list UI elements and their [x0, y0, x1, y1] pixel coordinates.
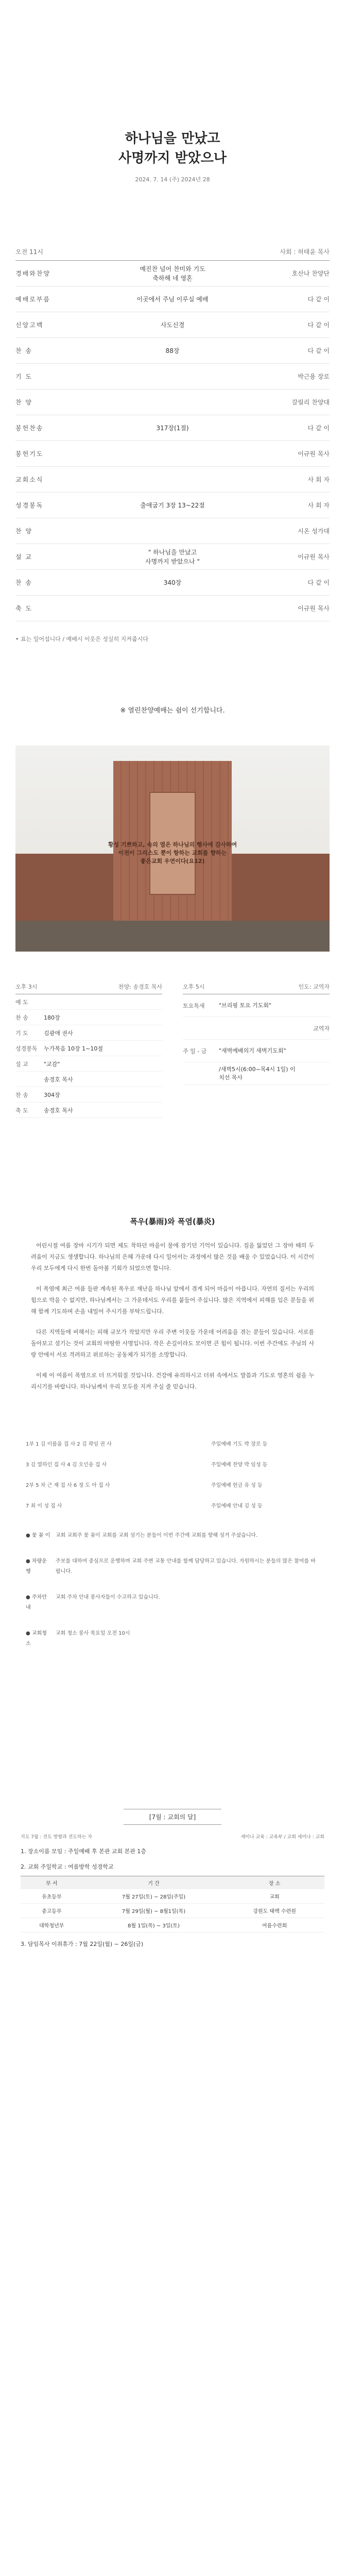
- order-label: 축 도: [15, 605, 32, 612]
- bulletin-date: 2024. 7. 14 (주) 2024년 28: [135, 176, 210, 183]
- duty-row-names: 1부 1 김 이름을 집 사 2 김 곽임 권 사: [26, 1441, 112, 1447]
- order-content-line1: 사도신경: [160, 321, 185, 329]
- order-row: [15, 364, 330, 389]
- order-label: 찬 송: [15, 347, 32, 354]
- prayer-row-leader: 교역자: [313, 1025, 330, 1032]
- prayer-header: [183, 982, 330, 994]
- photo-caption-line2: 이전이 그리스도 뿐이 항하는 교회를 향하는: [118, 850, 227, 856]
- order-content-line2: 축하해 네 영혼: [152, 274, 193, 282]
- education-meta: [21, 1833, 324, 1840]
- education-item-1: 1. 장소이름 모임 : 주일예배 후 본관 교회 본관 1층: [21, 1848, 146, 1855]
- retreat-column-header: 기 간: [83, 1876, 225, 1890]
- order-content-line1: 출애굽기 3장 13~22절: [140, 502, 205, 509]
- prayer-row: [183, 1062, 330, 1085]
- order-leader: 다 같 이: [307, 425, 330, 432]
- duty-row-names: 2부 5 차 근 재 집 사 6 정 도 아 집 사: [26, 1482, 110, 1488]
- table-cell: 대학청년부: [21, 1918, 83, 1933]
- order-leader: 이규원 목사: [298, 553, 330, 561]
- retreat-table-body: [21, 1889, 324, 1933]
- order-leader: 이규원 목사: [298, 450, 330, 457]
- table-cell: 교회: [225, 1889, 324, 1904]
- order-row: [15, 570, 330, 596]
- column-body: [31, 1240, 314, 1393]
- hero-section: [0, 0, 345, 247]
- afternoon-row-label: 성경봉독: [15, 1045, 38, 1052]
- order-leader: 다 같 이: [307, 347, 330, 354]
- order-row: [15, 261, 330, 286]
- photo-caption-line3: 좋은교회 우연이다(요12): [140, 858, 205, 865]
- sermon-title-line2: 사명까지 받았으나: [118, 150, 227, 166]
- order-content-line1: 317장(1절): [156, 425, 189, 432]
- education-item-3: 3. 담임목사 이취휴가 : 7월 22일(월) ~ 26일(금): [21, 1941, 144, 1947]
- order-row: [15, 312, 330, 338]
- order-content: [82, 578, 263, 587]
- afternoon-row-value: "교감": [44, 1060, 60, 1067]
- order-row: [15, 415, 330, 441]
- table-row: [21, 1904, 324, 1918]
- notice-text: ※ 열린찬양예배는 쉼이 선기합니다.: [120, 707, 225, 715]
- afternoon-row: [15, 1087, 162, 1103]
- duty-note-text: 교회 교회주 꽃 꽂이 교회를 교회 섬기는 분들이 이번 주간에 교회를 향해 섬겨 주셨습니다.: [56, 1533, 258, 1538]
- order-leader: 시온 성가대: [298, 528, 330, 535]
- order-content: [82, 295, 263, 303]
- duty-note-label: ● 꽃 꽂 이: [26, 1533, 50, 1538]
- afternoon-row: [15, 994, 162, 1010]
- order-leader: 이규원 목사: [298, 605, 330, 612]
- afternoon-row: [15, 1010, 162, 1025]
- prayer-row-value: "브리핑 토요 기도회": [219, 1002, 272, 1009]
- order-leader: 다 같 이: [307, 296, 330, 303]
- order-row: [15, 544, 330, 570]
- table-row: [21, 1918, 324, 1933]
- order-row: [15, 518, 330, 544]
- order-label: 예배로부름: [15, 296, 50, 303]
- duty-row-role: 주일예배 기도 박 장로 등: [211, 1441, 268, 1447]
- column-title: 폭우(暴雨)와 폭염(暴炎): [130, 1217, 215, 1226]
- afternoon-service: [15, 982, 162, 1118]
- afternoon-row: [15, 1056, 162, 1072]
- photo-caption: [103, 841, 242, 866]
- duty-note-text: 교회 청소 봉사 목요일 오전 10시: [56, 1631, 130, 1636]
- duty-note: [26, 1531, 319, 1541]
- order-row: [15, 493, 330, 518]
- table-cell: 8월 1일(목) ~ 3일(토): [83, 1918, 225, 1933]
- table-cell: 유초등부: [21, 1889, 83, 1904]
- table-cell: 7월 29일(월) ~ 8월1일(목): [83, 1904, 225, 1918]
- order-label: 기 도: [15, 373, 32, 380]
- order-leader: 사 회 자: [307, 476, 330, 483]
- afternoon-row-value: 송경호 목사: [44, 1107, 73, 1114]
- education-section: [0, 1665, 345, 1948]
- order-label: 신앙고백: [15, 321, 44, 329]
- prayer-row-value: "새벽예배의기 새벽기도회": [219, 1047, 286, 1054]
- afternoon-row-value: 누가복음 10장 1~10절: [44, 1045, 103, 1052]
- prayer-row-label: 토요특새: [183, 1002, 205, 1009]
- order-rows: [15, 261, 330, 621]
- pastor-column: [0, 1118, 345, 1393]
- retreat-column-header: 장 소: [225, 1876, 324, 1890]
- order-row: [15, 596, 330, 621]
- sermon-title-line1: 하나님을 만났고: [125, 131, 220, 146]
- duty-row-role: 주일예배 안내 김 성 등: [211, 1503, 263, 1509]
- order-label: 찬 송: [15, 579, 32, 586]
- order-label: 찬 양: [15, 399, 32, 406]
- order-label: 교회소식: [15, 476, 44, 483]
- order-content-line1: 이곳에서 주님 이루실 예배: [136, 296, 209, 303]
- afternoon-time: 오후 3시: [15, 984, 38, 990]
- afternoon-row-label: 찬 송: [15, 1014, 28, 1021]
- duty-rows: [26, 1433, 319, 1515]
- church-photo: [15, 745, 330, 952]
- duty-note-text: 주보를 대하여 중심으로 운행하며 교회 주변 교통 안내를 함께 담당하고 있습니다. 자원하시는 분들의 많은 참여를 바랍니다.: [56, 1558, 316, 1574]
- prayer-row-label: 주 일 - 금: [183, 1047, 207, 1055]
- table-cell: 강원도 태백 수련원: [225, 1904, 324, 1918]
- prayer-leader: 인도: 교역자: [298, 984, 330, 990]
- column-paragraph: 이제 이 여름이 폭염으로 더 뜨거워질 것입니다. 건강에 유의하시고 더위 속에서도 말씀과 기도로 영혼의 쉼을 누리시기를 바랍니다. 하나님께서 우리 모두를 지켜 주실 줄 믿습니다.: [31, 1372, 314, 1390]
- prayer-row: [183, 1040, 330, 1062]
- duty-row: [26, 1474, 319, 1495]
- duty-note-label: ● 주차안내: [26, 1595, 47, 1611]
- afternoon-row-label: 기 도: [15, 1029, 28, 1037]
- afternoon-row: [15, 1041, 162, 1056]
- order-row: [15, 389, 330, 415]
- order-label: 경배와찬양: [15, 270, 50, 277]
- order-content-line1: 340장: [163, 579, 182, 586]
- duty-notes: [26, 1531, 319, 1649]
- duty-row: [26, 1495, 319, 1515]
- order-row: [15, 441, 330, 467]
- order-content: [82, 501, 263, 510]
- service-duty: [0, 1402, 345, 1649]
- column-paragraph: 다른 지역들에 비해서는 피해 규모가 작았지만 우리 주변 이웃들 가운데 어려움을 겪는 분들이 있습니다. 서로를 돌아보고 섬기는 것이 교회의 마땅한 사명입니다. 작은 손길이라도 모이면 큰 힘이 됩니다. 이번 주간에도 주님의 사랑 안에서 서로 격려하고 위로하는 공동체가 되기를 소망합니다.: [31, 1329, 314, 1358]
- table-cell: 중고등부: [21, 1904, 83, 1918]
- order-row: [15, 467, 330, 493]
- order-label: 설 교: [15, 553, 32, 561]
- order-row: [15, 286, 330, 312]
- order-content-line1: 예진찬 넘어 찬미와 기도: [140, 265, 205, 273]
- photo-caption-line1: 황성 기쁘하고, 속의 열은 하나님의 행사에 감사하여: [108, 841, 237, 848]
- column-paragraph: 어린시절 여름 장마 시기가 되면 제도 착하던 마을이 물에 잠기던 기억이 있습니다. 집을 잃었던 그 장마 때의 두려움이 지금도 생생합니다. 하나님의 은혜 가운데 다시 일어서는 과정에서 많은 것을 배울 수 있었습니다. 이 시간이 우리 모두에게 다시 한번 돌아볼 기회가 되었으면 합니다.: [31, 1242, 314, 1272]
- afternoon-row-label: 찬 송: [15, 1091, 28, 1098]
- prayer-row: [183, 994, 330, 1017]
- service-time: 오전 11시: [15, 248, 43, 256]
- order-content: [82, 320, 263, 329]
- afternoon-leader: 찬양: 송경호 목사: [118, 984, 162, 990]
- afternoon-header: [15, 982, 162, 994]
- duty-row-names: 3 김 열하인 집 사 4 김 오인송 집 사: [26, 1462, 107, 1468]
- retreat-table: [21, 1876, 324, 1933]
- order-note: • 표는 일어섭니다 / 예배시 이웃은 성실히 지켜줍시다: [15, 636, 148, 642]
- order-label: 봉헌찬송: [15, 425, 44, 432]
- afternoon-row-label: 예 도: [15, 998, 28, 1006]
- education-title: [7월 : 교회의 달]: [124, 1809, 221, 1825]
- table-cell: 7월 27일(토) ~ 28일(주일): [83, 1889, 225, 1904]
- duty-row-names: 7 최 이 성 집 사: [26, 1503, 62, 1509]
- afternoon-row: [15, 1103, 162, 1118]
- prayer-row-value: /새벽5시(6:00~목4시 1일) 이치선 목사: [219, 1065, 296, 1081]
- order-leader: 갈릴리 찬양대: [291, 399, 330, 406]
- duty-note-label: ● 차량운행: [26, 1558, 47, 1574]
- duty-row-role: 주일예배 헌금 유 성 등: [211, 1482, 263, 1488]
- column-paragraph: 이 폭염에 최근 여름 들판 계속된 폭우로 재난을 하나님 앞에서 겪게 되어 마음이 아픕니다. 자연의 질서는 우리의 힘으로 막을 수 없지만, 하나님께서는 그 가운데서도 우리를 붙들어 주십니다. 많은 지역에서 피해를 입은 분들을 위해 함께 기도하며 손을 내밀어 주시기를 부탁드립니다.: [31, 1285, 314, 1315]
- order-content: [82, 346, 263, 355]
- order-content-line2: 사명까지 받았으나 ": [145, 557, 200, 565]
- education-meta-right: 세미나 교육 : 교육부 / 교회 세미나 : 교회: [240, 1835, 324, 1840]
- order-leader: 사 회 자: [307, 502, 330, 509]
- order-label: 찬 양: [15, 528, 32, 535]
- order-content-line1: " 하나님을 만났고: [148, 548, 197, 556]
- order-leader: 다 같 이: [307, 321, 330, 329]
- afternoon-row-value: 송경호 목사: [44, 1076, 73, 1083]
- prayer-row: [183, 1017, 330, 1040]
- prayer-rows: [183, 994, 330, 1085]
- order-label: 성경봉독: [15, 502, 44, 509]
- education-meta-left: 지도 7월 : 전도 방향과 전도하는 자: [21, 1835, 92, 1840]
- duty-row-role: 주일예배 찬양 박 임성 등: [211, 1462, 268, 1468]
- order-content: [82, 264, 263, 283]
- retreat-table-header: [21, 1876, 324, 1890]
- retreat-column-header: 부 서: [21, 1876, 83, 1890]
- table-cell: 여름수련회: [225, 1918, 324, 1933]
- order-label: 봉헌기도: [15, 450, 44, 457]
- afternoon-rows: [15, 994, 162, 1118]
- worship-order-header: [15, 247, 330, 261]
- duty-row: [26, 1453, 319, 1474]
- service-leader: 사회 : 허태윤 목사: [280, 248, 330, 256]
- afternoon-row: [15, 1072, 162, 1087]
- order-leader: 박근용 장로: [298, 373, 330, 380]
- education-item-2: 2. 교회 주일학교 : 여름방학 성경학교: [21, 1863, 114, 1870]
- duty-note: [26, 1592, 319, 1613]
- afternoon-row-value: 180장: [44, 1014, 60, 1021]
- prayer-time: 오후 5시: [183, 984, 205, 990]
- order-content: [82, 423, 263, 432]
- worship-order: [0, 247, 345, 643]
- photo-ground: [15, 921, 330, 952]
- order-leader: 다 같 이: [307, 579, 330, 586]
- duty-note-label: ● 교회청소: [26, 1631, 47, 1647]
- order-row: [15, 338, 330, 364]
- afternoon-row-value: 김광애 권사: [44, 1029, 73, 1037]
- afternoon-row-value: 304장: [44, 1091, 60, 1098]
- duty-note-text: 교회 주차 안내 봉사자들이 수고하고 있습니다.: [56, 1595, 160, 1600]
- afternoon-row-label: 축 도: [15, 1107, 28, 1114]
- prayer-meeting: [183, 982, 330, 1118]
- duty-note: [26, 1629, 319, 1649]
- order-content: [82, 548, 263, 566]
- order-content-line1: 88장: [165, 347, 180, 354]
- duty-row: [26, 1433, 319, 1453]
- duty-note: [26, 1556, 319, 1577]
- table-row: [21, 1889, 324, 1904]
- afternoon-section: [0, 952, 345, 1118]
- order-leader: 호산나 찬양단: [291, 270, 330, 277]
- afternoon-row: [15, 1025, 162, 1041]
- afternoon-row-label: 설 교: [15, 1060, 28, 1067]
